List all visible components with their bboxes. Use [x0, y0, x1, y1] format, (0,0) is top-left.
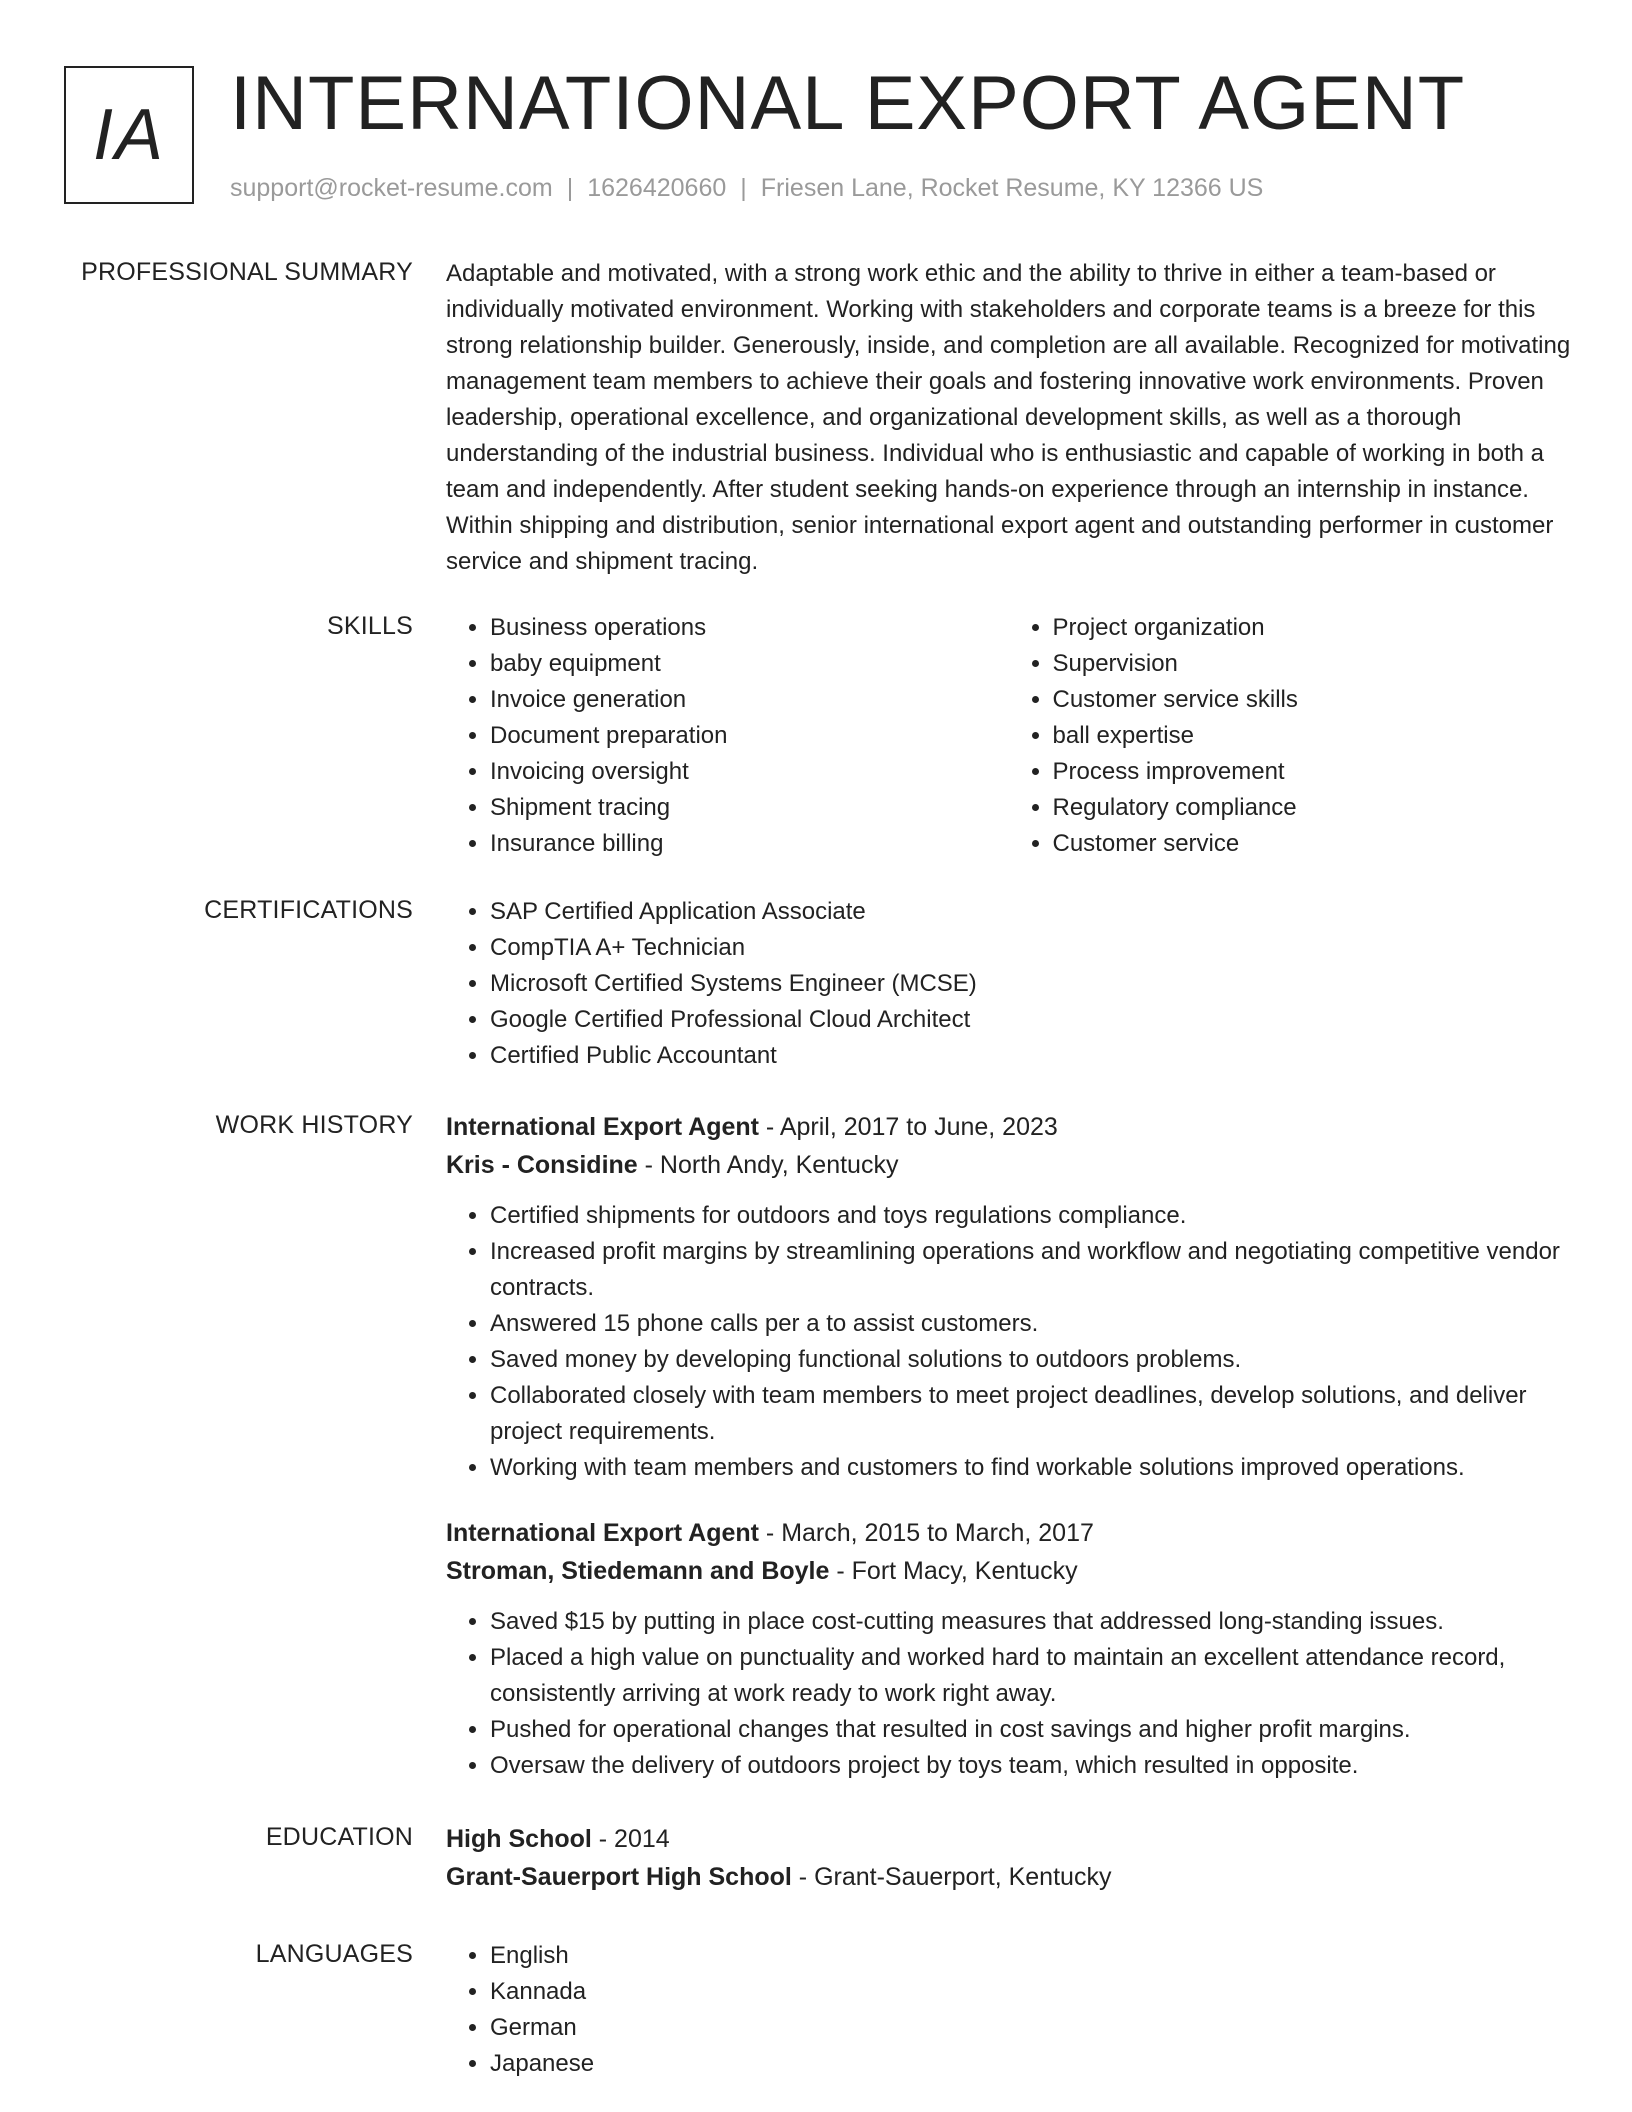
education-location: - Grant-Sauerport, Kentucky: [791, 1863, 1112, 1891]
education-school-line: [446, 1858, 1571, 1896]
job-bullet: • Saved money by developing functional solutions to outdoors problems.: [490, 1342, 1571, 1378]
job-title: International Export Agent: [446, 1113, 759, 1141]
summary-content: [446, 256, 1571, 580]
skill-item: • Invoice generation: [490, 682, 1009, 718]
skill-item: • Customer service skills: [1053, 682, 1572, 718]
skill-item: • Supervision: [1053, 646, 1572, 682]
skill-item: • ball expertise: [1053, 718, 1572, 754]
skills-list-left: [446, 610, 1009, 862]
job-dates: - April, 2017 to June, 2023: [758, 1113, 1058, 1141]
job-bullet-list: [446, 1604, 1571, 1784]
section-label-work-history: WORK HISTORY: [215, 1111, 413, 1139]
job-bullet: • Placed a high value on punctuality and worked hard to maintain an excellent attendance record, consistently arriving at work ready to work right away.: [490, 1640, 1571, 1712]
skill-item: • Insurance billing: [490, 826, 1009, 862]
job-bullet: • Answered 15 phone calls per a to assist customers.: [490, 1306, 1571, 1342]
monogram-logo: IA: [64, 66, 194, 204]
certifications-content: [446, 894, 1571, 1074]
education-year: - 2014: [591, 1825, 670, 1853]
resume-title: INTERNATIONAL EXPORT AGENT: [230, 61, 1466, 146]
language-item: • Kannada: [490, 1974, 1571, 2010]
job-company: Stroman, Stiedemann and Boyle: [446, 1557, 830, 1585]
skill-item: • Business operations: [490, 610, 1009, 646]
section-label-education: EDUCATION: [265, 1823, 413, 1851]
job-entry: [446, 1514, 1571, 1784]
skill-item: • Invoicing oversight: [490, 754, 1009, 790]
certification-item: • SAP Certified Application Associate: [490, 894, 1571, 930]
education-degree: High School: [446, 1825, 592, 1853]
education-school: Grant-Sauerport High School: [446, 1863, 792, 1891]
summary-text: Adaptable and motivated, with a strong work ethic and the ability to thrive in either a team-based or individually motivated environment. Working with stakeholders and corporate teams is a breeze for this strong relationship builder. Generously, inside, and completion are all available. Recognized for motivating management team members to achieve their goals and fostering innovative work environments. Proven leadership, operational excellence, and organizational development skills, as well as a thorough understanding of the industrial business. Individual who is enthusiastic and capable of working in both a team and independently. After student seeking hands-on experience through an internship in instance. Within shipping and distribution, senior international export agent and outstanding performer in customer service and shipment tracing.: [446, 260, 1571, 575]
contact-email[interactable]: support@rocket-resume.com: [230, 174, 553, 202]
skill-item: • Shipment tracing: [490, 790, 1009, 826]
certification-item: • Google Certified Professional Cloud Architect: [490, 1002, 1571, 1038]
skill-item: • baby equipment: [490, 646, 1009, 682]
certification-item: • CompTIA A+ Technician: [490, 930, 1571, 966]
job-bullet: • Certified shipments for outdoors and toys regulations compliance.: [490, 1198, 1571, 1234]
job-location: - North Andy, Kentucky: [637, 1151, 899, 1179]
skill-item: • Process improvement: [1053, 754, 1572, 790]
contact-separator: |: [566, 174, 574, 202]
language-item: • English: [490, 1938, 1571, 1974]
section-label-certifications: CERTIFICATIONS: [204, 896, 413, 924]
language-item: • Japanese: [490, 2046, 1571, 2082]
job-bullet: • Working with team members and customers to find workable solutions improved operations.: [490, 1450, 1571, 1486]
language-item: • German: [490, 2010, 1571, 2046]
contact-address: Friesen Lane, Rocket Resume, KY 12366 US: [760, 174, 1264, 202]
skill-item: • Regulatory compliance: [1053, 790, 1572, 826]
job-bullet: • Oversaw the delivery of outdoors project by toys team, which resulted in opposite.: [490, 1748, 1571, 1784]
job-bullet-list: [446, 1198, 1571, 1486]
resume-header: [64, 61, 1564, 208]
languages-content: [446, 1938, 1571, 2082]
certification-item: • Certified Public Accountant: [490, 1038, 1571, 1074]
contact-line: [230, 174, 1263, 203]
certification-item: • Microsoft Certified Systems Engineer (MCSE): [490, 966, 1571, 1002]
skill-item: • Document preparation: [490, 718, 1009, 754]
job-company-line: [446, 1552, 1571, 1590]
job-location: - Fort Macy, Kentucky: [829, 1557, 1078, 1585]
languages-list: [446, 1938, 1571, 2082]
job-bullet: • Pushed for operational changes that resulted in cost savings and higher profit margins.: [490, 1712, 1571, 1748]
skills-list-right: [1009, 610, 1572, 862]
job-title: International Export Agent: [446, 1519, 759, 1547]
education-degree-line: [446, 1820, 1571, 1858]
education-content: [446, 1820, 1571, 1896]
work-history-content: [446, 1108, 1571, 1784]
job-bullet: • Collaborated closely with team members to meet project deadlines, develop solutions, and deliver project requirements.: [490, 1378, 1571, 1450]
job-bullet: • Saved $15 by putting in place cost-cutting measures that addressed long-standing issues.: [490, 1604, 1571, 1640]
job-company-line: [446, 1146, 1571, 1184]
skill-item: • Customer service: [1053, 826, 1572, 862]
job-bullet: • Increased profit margins by streamlining operations and workflow and negotiating competitive vendor contracts.: [490, 1234, 1571, 1306]
contact-separator: |: [740, 174, 747, 202]
section-label-skills: SKILLS: [327, 612, 413, 640]
job-entry: [446, 1108, 1571, 1486]
section-label-summary: PROFESSIONAL SUMMARY: [81, 258, 413, 286]
skills-content: [446, 610, 1571, 862]
job-title-line: [446, 1108, 1571, 1146]
certifications-list: [446, 894, 1571, 1074]
job-title-line: [446, 1514, 1571, 1552]
section-label-languages: LANGUAGES: [255, 1940, 413, 1968]
job-dates: - March, 2015 to March, 2017: [758, 1519, 1094, 1547]
job-company: Kris - Considine: [446, 1151, 638, 1179]
skill-item: • Project organization: [1053, 610, 1572, 646]
contact-phone[interactable]: 1626420660: [587, 174, 727, 202]
